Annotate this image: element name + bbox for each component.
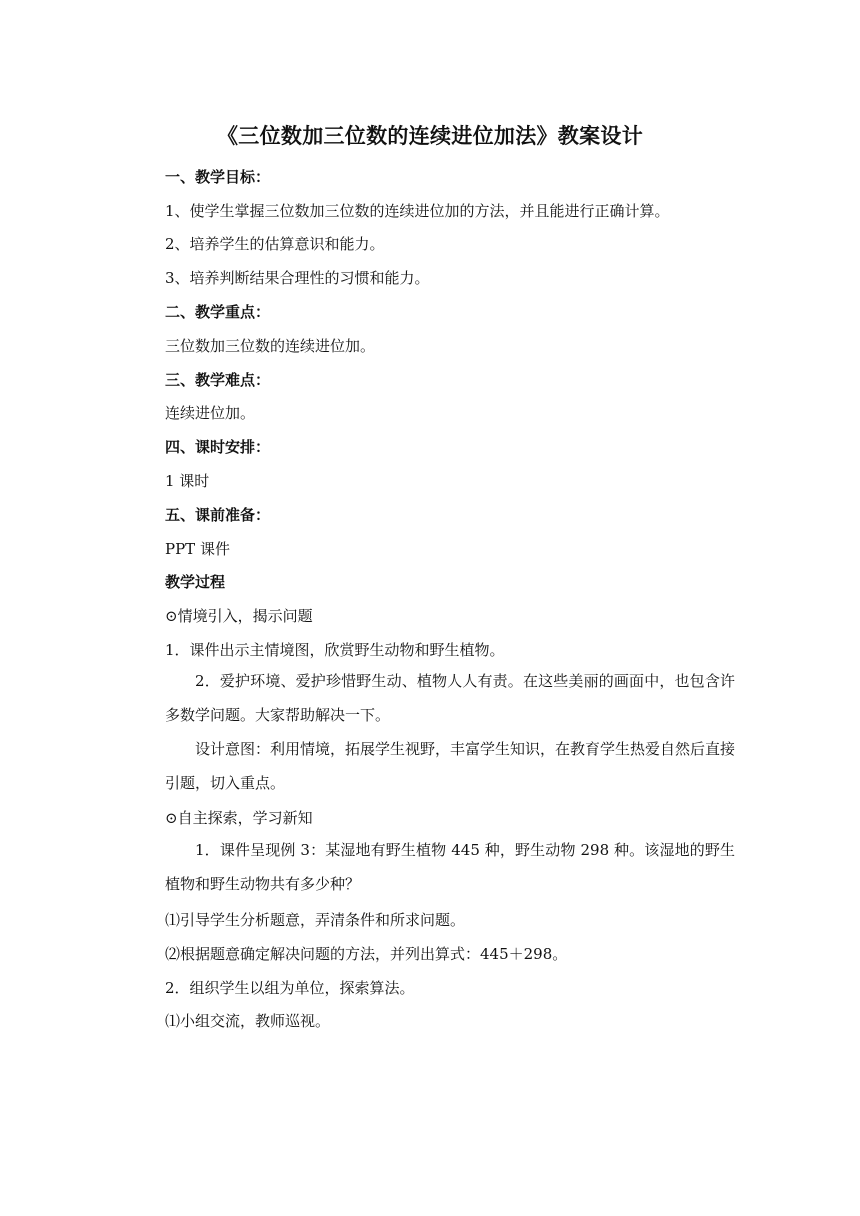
process-paragraph-2: 2．爱护环境、爱护珍惜野生动、植物人人有责。在这些美丽的画面中，也包含许多数学问题。大家帮助解决一下。	[165, 672, 735, 724]
goal-item-3: 3、培养判断结果合理性的习惯和能力。	[165, 269, 430, 287]
section-heading-schedule: 四、课时安排：	[165, 438, 271, 456]
process-sub-item-1: ⑴引导学生分析题意，弄清条件和所求问题。	[165, 911, 466, 929]
schedule-item: 1 课时	[165, 472, 210, 490]
section-heading-key-points: 二、教学重点：	[165, 303, 271, 321]
goal-item-1: 1、使学生掌握三位数加三位数的连续进位加的方法，并且能进行正确计算。	[165, 202, 670, 220]
process-paragraph-4: 2．组织学生以组为单位，探索算法。	[165, 979, 415, 997]
process-part2-title: ⊙自主探索，学习新知	[165, 809, 313, 827]
process-sub-item-3: ⑴小组交流，教师巡视。	[165, 1012, 331, 1030]
key-point-item: 三位数加三位数的连续进位加。	[165, 337, 376, 355]
process-paragraph-1: 1．课件出示主情境图，欣赏野生动物和野生植物。	[165, 641, 505, 659]
difficulty-item: 连续进位加。	[165, 404, 256, 422]
process-sub-item-2: ⑵根据题意确定解决问题的方法，并列出算式：445＋298。	[165, 945, 568, 963]
document-title: 《三位数加三位数的连续进位加法》教案设计	[217, 123, 643, 148]
design-intent-paragraph: 设计意图：利用情境，拓展学生视野，丰富学生知识，在教育学生热爱自然后直接引题，切入重点。	[165, 740, 736, 792]
section-heading-goals: 一、教学目标：	[165, 168, 271, 186]
section-heading-process: 教学过程	[165, 573, 226, 591]
section-heading-preparation: 五、课前准备：	[165, 506, 271, 524]
preparation-item: PPT 课件	[165, 540, 230, 558]
section-heading-difficulties: 三、教学难点：	[165, 371, 271, 389]
process-part1-title: ⊙情境引入，揭示问题	[165, 607, 313, 625]
goal-item-2: 2、培养学生的估算意识和能力。	[165, 235, 385, 253]
process-paragraph-3: 1．课件呈现例 3：某湿地有野生植物 445 种，野生动物 298 种。该湿地的野生植物和野生动物共有多少种？	[165, 841, 735, 893]
